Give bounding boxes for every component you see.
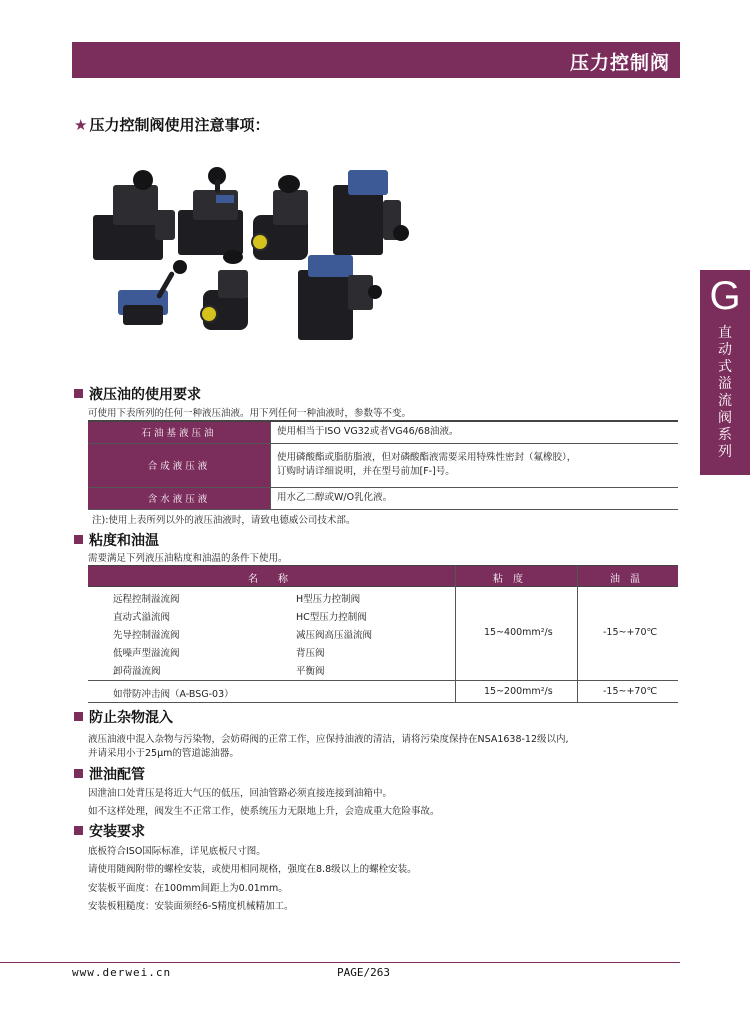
footer-url[interactable]: www.derwei.cn	[72, 966, 172, 979]
fluid-note: 注):使用上表所列以外的液压油液时，请致电德威公司技术部。	[92, 515, 356, 526]
star-icon: ★	[74, 116, 88, 134]
temperature-value: -15~+70℃	[603, 627, 658, 638]
page-title: 压力控制阀	[569, 52, 670, 74]
valve-name: H型压力控制阀	[296, 594, 361, 605]
header-bar	[72, 42, 680, 78]
valve-image-1	[93, 170, 183, 270]
section-heading-contamination: 防止杂物混入	[74, 707, 173, 727]
install-text: 安装板平面度：在100mm间距上为0.01mm。	[88, 883, 288, 894]
valve-image-7	[293, 245, 393, 345]
table-divider	[455, 565, 456, 703]
drain-text: 如不这样处理，阀发生不正常工作，使系统压力无限地上升，会造成重大危险事故。	[88, 806, 440, 817]
viscosity-table-header	[88, 565, 678, 587]
fluid-value: 用水乙二醇或W/O乳化液。	[271, 487, 679, 509]
table-row	[88, 421, 678, 443]
square-bullet-icon	[74, 712, 83, 721]
contamination-text: 液压油液中混入杂物与污染物，会妨碍阀的正常工作，应保持油液的清洁，请将污染度保持在NSA1638-12级以内,	[88, 734, 569, 745]
table-row	[88, 443, 678, 487]
valve-name: 平衡阀	[296, 666, 325, 677]
product-photo	[88, 150, 418, 350]
fluid-key: 含水液压液	[88, 487, 271, 509]
viscosity-value: 15~400mm²/s	[484, 627, 553, 638]
valve-name: 如带防冲击阀（A-BSG-03）	[113, 689, 234, 700]
install-text: 请使用随阀附带的螺栓安装，或使用相同规格，强度在8.8级以上的螺栓安装。	[88, 864, 417, 875]
section-heading-fluid: 液压油的使用要求	[74, 384, 201, 404]
table-divider	[577, 565, 578, 703]
col-header-viscosity: 粘 度	[493, 574, 523, 585]
valve-name: 直动式溢流阀	[113, 612, 171, 623]
valve-name: 背压阀	[296, 648, 325, 659]
square-bullet-icon	[74, 389, 83, 398]
col-header-temperature: 油 温	[610, 574, 640, 585]
table-divider	[88, 702, 678, 703]
side-tab-letter: G	[709, 274, 741, 318]
valve-name: 卸荷溢流阀	[113, 666, 161, 677]
intro-title: 压力控制阀使用注意事项：	[89, 116, 270, 134]
valve-image-5	[118, 260, 198, 330]
page-number: PAGE/263	[337, 966, 390, 979]
footer-divider	[0, 962, 680, 963]
viscosity-value: 15~200mm²/s	[484, 686, 553, 697]
valve-name: 减压阀高压溢流阀	[296, 630, 373, 641]
valve-name: 低噪声型溢流阀	[113, 648, 180, 659]
drain-text: 因泄油口处背压是将近大气压的低压，回油管路必须直接连接到油箱中。	[88, 788, 393, 799]
side-tab	[700, 270, 750, 475]
valve-image-6	[198, 250, 268, 340]
fluid-table	[88, 420, 678, 510]
fluid-key: 合成液压液	[88, 443, 271, 487]
section-heading-drain: 泄油配管	[74, 764, 145, 784]
col-header-name: 名 称	[248, 574, 288, 585]
table-divider	[88, 680, 678, 681]
viscosity-description: 需要满足下列液压油粘度和油温的条件下使用。	[88, 553, 288, 564]
valve-name: HC型压力控制阀	[296, 612, 367, 623]
valve-name: 先导控制溢流阀	[113, 630, 180, 641]
contamination-text: 并请采用小于25μm的管道滤油器。	[88, 748, 239, 759]
temperature-value: -15~+70℃	[603, 686, 658, 697]
install-text: 安装板粗糙度：安装面须经6-S精度机械精加工。	[88, 901, 294, 912]
section-heading-viscosity: 粘度和油温	[74, 530, 159, 550]
square-bullet-icon	[74, 769, 83, 778]
section-heading-install: 安装要求	[74, 821, 145, 841]
square-bullet-icon	[74, 535, 83, 544]
table-row	[88, 487, 678, 509]
fluid-value: 使用相当于ISO VG32或者VG46/68油液。	[271, 421, 679, 443]
valve-image-2	[178, 165, 258, 260]
fluid-value: 使用磷酸酯或脂肪脂液，但对磷酸酯液需要采用特殊性密封（氟橡胶）， 订购时请详细说明，并在型号前加[F-]号。	[271, 443, 679, 487]
intro-heading	[74, 114, 269, 135]
fluid-description: 可使用下表所列的任何一种液压油液。用下列任何一种油液时，参数等不变。	[88, 408, 412, 419]
side-tab-label: 直动式溢流阀系列	[718, 325, 732, 460]
valve-name: 远程控制溢流阀	[113, 594, 180, 605]
square-bullet-icon	[74, 826, 83, 835]
fluid-key: 石油基液压油	[88, 421, 271, 443]
install-text: 底板符合ISO国际标准，详见底板尺寸图。	[88, 846, 266, 857]
